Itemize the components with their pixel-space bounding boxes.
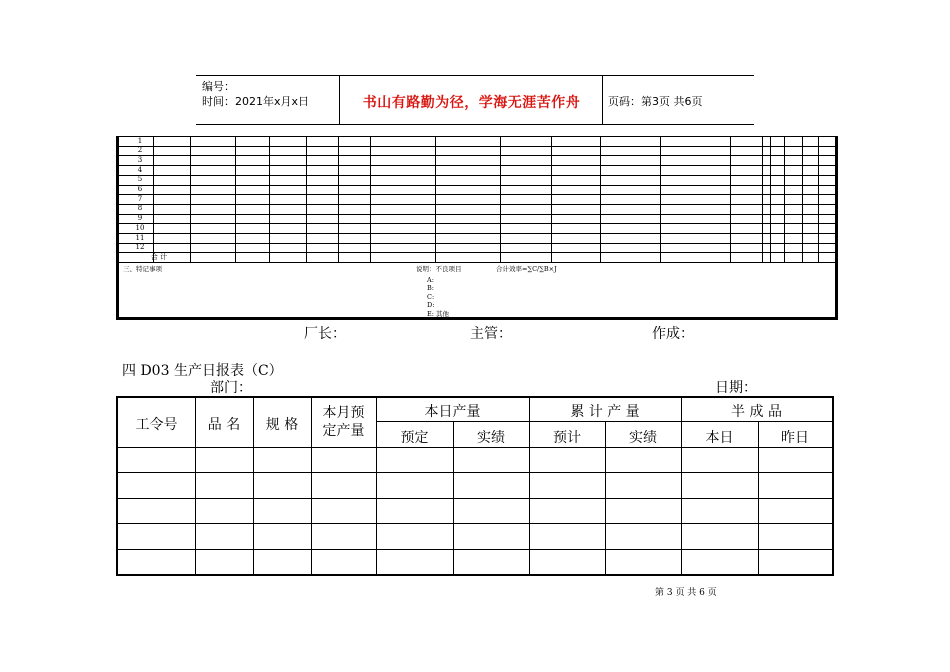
table-row-line (118, 523, 832, 524)
grid-row-line (119, 223, 835, 224)
table-column-line (681, 398, 682, 574)
grid-column-line (153, 136, 154, 262)
special-notes-label: 三、特记事项 (123, 265, 162, 273)
table-column-line (453, 421, 454, 574)
grid-row-line (119, 146, 835, 147)
grid-row-line (119, 233, 835, 234)
table-column-line (605, 421, 606, 574)
grid-row-line (119, 262, 835, 263)
table-row-line (118, 549, 832, 550)
prepared-by-label: 作成： (652, 326, 694, 342)
supervisor-label: 主管： (470, 326, 512, 342)
grid-column-line (770, 136, 771, 262)
grid-column-line (784, 136, 785, 262)
row-number: 2 (137, 146, 143, 155)
table-column-line (376, 398, 377, 574)
grid-column-line (762, 136, 763, 262)
grid-column-line (370, 136, 371, 262)
row-number: 1 (137, 136, 143, 145)
header-spec: 规 格 (265, 417, 299, 433)
row-number: 8 (137, 204, 143, 213)
row-number: 9 (137, 214, 143, 223)
header-divider (602, 76, 603, 124)
defect-code-b: B: (427, 284, 434, 292)
explanation-label: 说明：不良项目 (416, 265, 462, 273)
record-grid (119, 136, 835, 263)
time-label: 时间：2021年x月x日 (202, 95, 310, 108)
grid-row-line (119, 185, 835, 186)
subheader-semi-today: 本日 (705, 430, 734, 446)
table-column-line (311, 398, 312, 574)
header-page-info: 页码：第3页 共6页 (608, 95, 703, 108)
grid-row-line (119, 243, 835, 244)
row-number: 3 (137, 155, 143, 164)
defect-code-a: A: (427, 276, 434, 284)
grid-column-line (818, 136, 819, 262)
header-work-order: 工令号 (135, 417, 178, 433)
row-number: 7 (137, 194, 143, 203)
header-product-name: 品 名 (207, 417, 241, 433)
subheader-cum-actual: 实绩 (629, 430, 657, 446)
header-divider (339, 76, 340, 124)
grid-column-line (730, 136, 731, 262)
grid-row-line (119, 214, 835, 215)
grid-column-line (551, 136, 552, 262)
row-number: 11 (135, 233, 145, 242)
defect-code-c: C: (427, 293, 435, 301)
grid-column-line (435, 136, 436, 262)
serial-label: 编号： (202, 80, 235, 93)
header-monthly-plan-line1: 本月预 (322, 405, 365, 421)
grid-column-line (235, 136, 236, 262)
grid-row-line (119, 165, 835, 166)
header-today-output: 本日产量 (424, 404, 481, 420)
header-meta (202, 79, 309, 109)
subheader-semi-yesterday: 昨日 (781, 430, 809, 446)
header-motto: 书山有路勤为径，学海无涯苦作舟 (362, 95, 581, 111)
table-column-line (253, 398, 254, 574)
row-number: 10 (135, 223, 145, 232)
grid-row-line (119, 252, 835, 253)
daily-production-report-table (116, 396, 834, 576)
subheader-today-actual: 实绩 (477, 430, 505, 446)
total-row-label: 合 计 (150, 252, 168, 261)
grid-column-line (190, 136, 191, 262)
grid-row-line (119, 204, 835, 205)
table-column-line (758, 421, 759, 574)
document-header (196, 75, 754, 125)
grid-column-line (500, 136, 501, 262)
grid-column-line (338, 136, 339, 262)
table-column-line (195, 398, 196, 574)
grid-row-line (119, 194, 835, 195)
row-number: 6 (137, 185, 143, 193)
production-record-table (116, 136, 838, 320)
table-row-line (118, 472, 832, 473)
header-semi-finished: 半 成 品 (731, 404, 782, 420)
header-group-divider (376, 421, 832, 422)
section-title: 四 D03 生产日报表（C） (122, 363, 283, 379)
table-column-line (529, 398, 530, 574)
factory-manager-label: 厂长： (304, 326, 346, 342)
table-row-line (118, 447, 832, 448)
grid-row-line (119, 136, 835, 137)
defect-code-e: E: 其他 (427, 310, 450, 318)
grid-row-line (119, 175, 835, 176)
grid-column-line (269, 136, 270, 262)
subheader-today-planned: 预定 (400, 430, 429, 446)
row-number: 12 (135, 243, 145, 252)
header-monthly-plan-line2: 定产量 (322, 423, 365, 439)
grid-column-line (600, 136, 601, 262)
efficiency-formula: 合计效率=∑C/∑B×J (496, 265, 557, 273)
date-label: 日期： (715, 380, 757, 396)
defect-code-d: D: (427, 301, 435, 309)
table-row-line (118, 498, 832, 499)
grid-column-line (660, 136, 661, 262)
header-monthly-plan (311, 404, 376, 440)
grid-column-line (802, 136, 803, 262)
subheader-cum-estimate: 预计 (553, 430, 581, 446)
department-label: 部门： (210, 380, 252, 396)
grid-column-line (306, 136, 307, 262)
row-number: 5 (137, 175, 143, 184)
row-number: 4 (137, 165, 143, 174)
grid-row-line (119, 155, 835, 156)
header-cumulative-output: 累 计 产 量 (570, 404, 640, 420)
page-footer: 第 3 页 共 6 页 (655, 588, 717, 598)
